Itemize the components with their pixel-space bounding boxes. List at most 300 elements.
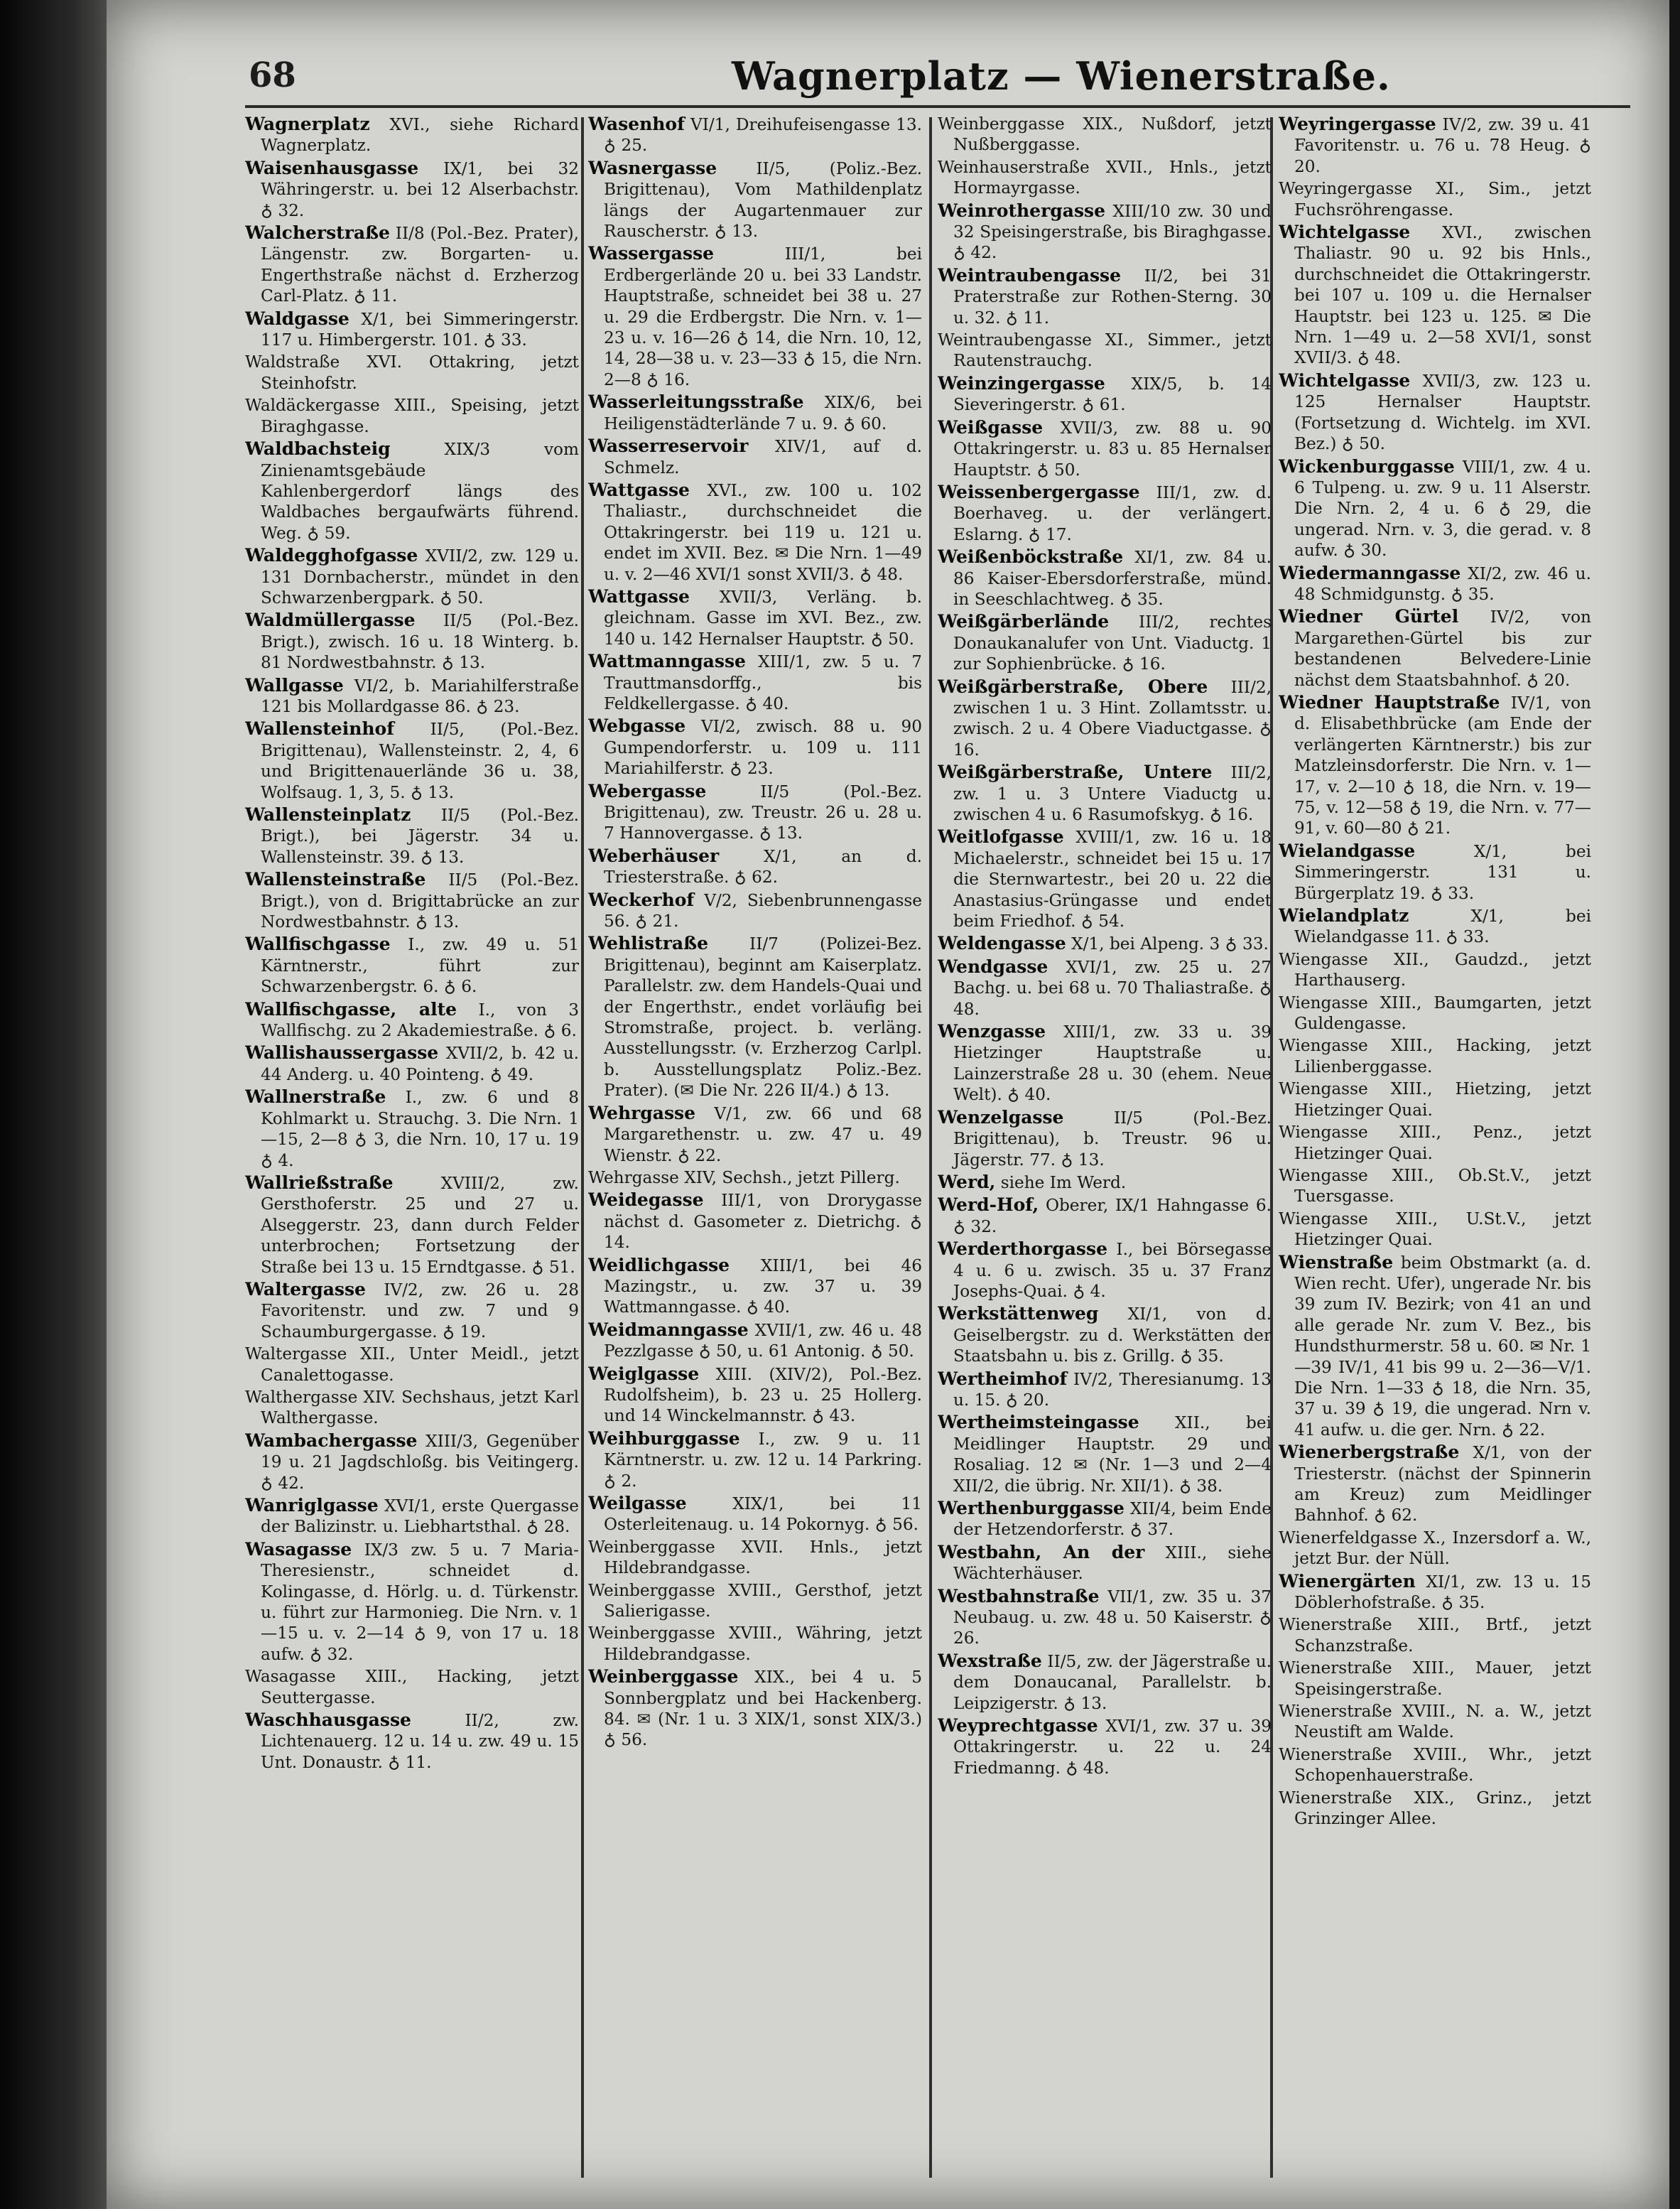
street-name: Weinrothergasse [938,200,1105,221]
entry-text: XVI., zwischen Thaliastr. 90 u. 92 bis Hnls., durchschneidet die Ottakringerstr. bei 107 u. 109 u. die Hernalser Hauptstr. bei 123 u. 125. ✉ Die Nrn. 1—49 u. 2—58 XVI/1, sonst XVII/3. ♁ 48. [1294,223,1591,368]
street-entry [1279,1165,1591,1207]
street-entry [245,438,579,544]
street-name: Waisenhausgasse [245,157,419,178]
entry-text: Wehrgasse XIV, Sechsh., jetzt Pillerg. [588,1167,900,1187]
street-entry [1279,692,1591,839]
entry-text: XIX/5, b. 14 Sieveringerstr. ♁ 61. [953,374,1272,415]
street-name: Waldegghofgasse [245,545,418,566]
entry-text: Wiengasse XIII., Penz., jetzt Hietzinger Quai. [1279,1123,1591,1163]
entry-text: Wiengasse XIII., U.St.V., jetzt Hietzinger Quai. [1279,1209,1591,1250]
street-entry [1279,1614,1591,1656]
street-name: Wenzelgasse [938,1106,1064,1128]
entry-text: XIII/3, Gegenüber 19 u. 21 Jagdschloßg. bis Veitingerg. ♁ 42. [261,1431,579,1493]
street-entry [588,651,922,714]
column-1 [245,114,579,2188]
entry-text: X/1, bei Alpeng. 3 ♁ 33. [1071,934,1269,954]
street-entry [588,391,922,434]
street-name: Weidlichgasse [588,1254,730,1275]
street-entry [245,1666,579,1708]
street-name: Wallensteinstraße [245,869,426,890]
entry-text: IV/2, zw. 39 u. 41 Favoritenstr. u. 76 u. 78 Heug. ♁ 20. [1294,115,1591,176]
entry-text: XIX/3 vom Zinienamtsgebäude Kahlenbergerdorf längs des Waldbaches bergaufwärts führend. Weg. ♁ 59. [261,440,579,543]
street-name: Weißgasse [938,416,1044,438]
street-entry [1279,1209,1591,1251]
street-entry [1279,1788,1591,1830]
entry-text: XVI/1, zw. 25 u. 27 Bachg. u. bei 68 u. 70 Thaliastraße. ♁ 48. [953,957,1272,1019]
street-name: Weilgasse [588,1493,687,1513]
street-entry [245,1387,579,1429]
street-entry [938,265,1272,328]
entry-text: II/2, bei 31 Praterstraße zur Rothen-Sterng. 30 u. 32. ♁ 11. [953,266,1272,328]
street-name: Waldmüllergasse [245,610,416,631]
entry-text: IV/2, von Margarethen-Gürtel bis zur bestandenen Belvedere-Linie nächst dem Staatsbahnhof. ♁ 20. [1294,607,1591,690]
entry-text: XI/1, zw. 84 u. 86 Kaiser-Ebersdorferstraße, münd. in Seeschlachtweg. ♁ 35. [953,548,1272,609]
entry-text: II/5 (Pol.-Bez. Brigt.), von d. Brigittabrücke an zur Nordwestbahnstr. ♁ 13. [261,870,579,932]
entry-text: II/5, zw. der Jägerstraße u. dem Donaucanal, Parallelstr. b. Leipzigerstr. ♁ 13. [953,1651,1272,1713]
street-name: Weyprechtgasse [938,1715,1098,1737]
entry-text: II/2, zw. Lichtenauerg. 12 u. 14 u. zw. 49 u. 15 Unt. Donaustr. ♁ 11. [261,1711,579,1772]
entry-text: V/1, zw. 66 und 68 Margarethenstr. u. zw. 47 u. 49 Wienstr. ♁ 22. [604,1103,922,1165]
street-entry [588,114,922,156]
street-name: Weckerhof [588,889,695,910]
street-name: Wertheimsteingasse [938,1412,1139,1433]
street-name: Wallensteinplatz [245,804,411,825]
entry-text: Wiengasse XIII., Hacking, jetzt Lilienberggasse. [1279,1036,1591,1076]
street-name: Wattgasse [588,479,690,500]
entry-text: III/2, zwischen 1 u. 3 Hint. Zollamtsstr. u. zwisch. 2 u. 4 Obere Viaductgasse. ♁ 16. [953,677,1272,760]
entry-text: XIX., bei 4 u. 5 Sonnbergplatz und bei Hackenberg. 84. ✉ (Nr. 1 u. 3 XIX/1, sonst XIX/3.) ♁ 56. [604,1668,922,1750]
street-name: Wambachergasse [245,1430,418,1451]
street-entry [1279,222,1591,369]
street-name: Wallfischgasse, alte [245,998,457,1020]
street-entry [1279,456,1591,561]
street-name: Wertheimhof [938,1368,1068,1389]
entry-text: I., von 3 Wallfischg. zu 2 Akademiestraße. ♁ 6. [261,1000,579,1041]
street-entry [245,1172,579,1278]
entry-text: XIII/1, zw. 33 u. 39 Hietzinger Hauptstraße u. Lainzerstraße 28 u. 30 (ehem. Neue Welt). ♁ 40. [953,1022,1272,1105]
entry-text: III/2, zw. 1 u. 3 Untere Viaductg u. zwischen 4 u. 6 Rasumofskyg. ♁ 16. [953,763,1272,824]
entry-text: III/1, zw. d. Boerhaveg. u. der verlängert. Eslarng. ♁ 17. [953,482,1272,544]
column-2 [588,114,922,2188]
street-name: Weissenbergergasse [938,481,1140,502]
street-entry [245,352,579,394]
street-name: Weyringergasse [1279,114,1436,134]
street-name: Werderthorgasse [938,1238,1107,1260]
street-name: Werkstättenweg [938,1303,1099,1324]
entry-text: X/1, bei Simmeringerstr. 131 u. Bürgerplatz 19. ♁ 33. [1294,841,1591,903]
entry-text: Wiengasse XII., Gaudzd., jetzt Harthauserg. [1279,949,1591,990]
street-name: Wiedermanngasse [1279,562,1461,583]
entry-text: VI/1, Dreihufeisengasse 13. ♁ 25. [604,115,922,156]
street-name: Webgasse [588,715,686,737]
street-entry [588,715,922,779]
street-name: Wehlistraße [588,933,709,954]
entry-text: X/1, an d. Triesterstraße. ♁ 62. [604,846,922,887]
entry-text: Wienerstraße XVIII., Whr., jetzt Schopenhauerstraße. [1279,1744,1591,1786]
street-name: Werthenburggasse [938,1498,1124,1518]
street-name: Waschhausgasse [245,1710,411,1731]
entry-text: siehe Im Werd. [1000,1172,1127,1192]
entry-text: VI/2, b. Mariahilferstraße 121 bis Mollardgasse 86. ♁ 23. [261,676,579,716]
street-entry [1279,1079,1591,1120]
street-entry [938,1303,1272,1366]
street-name: Wienstraße [1279,1251,1394,1273]
street-entry [938,200,1272,264]
street-entry [588,1428,922,1491]
street-entry [938,1586,1272,1649]
street-entry [245,1539,579,1665]
entry-text: XVII/2, zw. 129 u. 131 Dornbacherstr., mündet in den Schwarzenbergpark. ♁ 50. [261,546,579,607]
entry-text: XIX/6, bei Heiligenstädterlände 7 u. 9. ♁ 60. [604,393,922,433]
street-entry [938,114,1272,156]
street-entry [938,1542,1272,1584]
entry-text: I., bei Börsegasse 4 u. 6 u. zwisch. 35 u. 37 Franz Josephs-Quai. ♁ 4. [953,1240,1272,1301]
street-entry [588,1580,922,1622]
street-entry [938,1368,1272,1411]
entry-text: VII/1, zw. 35 u. 37 Neubaug. u. zw. 48 u. 50 Kaiserstr. ♁ 26. [953,1587,1272,1648]
street-entry [245,308,579,351]
entry-text: Waldstraße XVI. Ottakring, jetzt Steinhofstr. [245,352,579,393]
street-name: Wallgasse [245,674,344,696]
street-entry [1279,1252,1591,1441]
street-entry [588,158,922,242]
entry-text: VI/2, zwisch. 88 u. 90 Gumpendorferstr. u. 109 u. 111 Mariahilferstr. ♁ 23. [604,717,922,779]
street-name: Wallishaussergasse [245,1042,439,1064]
street-name: Wattmanngasse [588,651,746,672]
street-entry [245,804,579,868]
street-name: Weldengasse [938,933,1066,954]
entry-text: Weyringergasse XI., Sim., jetzt Fuchsröhrengasse. [1279,179,1591,220]
street-name: Weintraubengasse [938,264,1122,286]
street-name: Wehrgasse [588,1102,696,1123]
street-entry [938,676,1272,761]
entry-text: II/8 (Pol.-Bez. Prater), Längenstr. zw. Borgarten- u. Engerthstraße nächst d. Erzherzog Carl-Platz. ♁ 11. [261,224,579,306]
street-entry [588,1167,922,1188]
street-entry [245,1086,579,1171]
street-entry [938,933,1272,954]
street-name: Weißenböckstraße [938,546,1124,568]
street-name: Wiedner Gürtel [1279,606,1459,627]
street-entry [938,1107,1272,1170]
entry-text: IX/1, bei 32 Währingerstr. u. bei 12 Alserbachstr. ♁ 32. [261,158,579,220]
street-entry [245,869,579,932]
entry-text: Wienerstraße XVIII., N. a. W., jetzt Neustift am Walde. [1279,1702,1591,1742]
street-entry [1279,841,1591,904]
street-name: Weißgärberlände [938,611,1110,632]
entry-text: Weinberggasse XVII. Hnls., jetzt Hildebrandgasse. [588,1537,922,1578]
entry-text: II/5 (Pol.-Bez. Brigt.), bei Jägerstr. 34 u. Wallensteinstr. 39. ♁ 13. [261,806,579,867]
street-name: Werd-Hof, [938,1194,1039,1216]
street-entry [245,718,579,803]
street-name: Wenzgasse [938,1021,1046,1042]
street-name: Weihburggasse [588,1427,740,1449]
entry-text: XIII., siehe Wächterhäuser. [953,1543,1272,1584]
column-3 [938,114,1272,2188]
entry-text: X/1, bei Simmeringerstr. 117 u. Himbergerstr. 101. ♁ 33. [261,309,579,350]
street-name: Wasserleitungsstraße [588,391,804,413]
street-name: Wendgasse [938,956,1048,977]
entry-text: XI/1, von d. Geiselbergstr. zu d. Werkstätten der Staatsbahn u. bis z. Grillg. ♁ 35. [953,1305,1272,1366]
street-name: Wattgasse [588,585,690,607]
entry-text: VIII/1, zw. 4 u. 6 Tulpeng. u. zw. 9 u. 11 Alserstr. Die Nrn. 2, 4 u. 6 ♁ 29, die ungerad. Nrn. v. 3, die gerad. v. 8 aufw. ♁ 30. [1294,457,1591,561]
entry-text: II/7 (Polizei-Bez. Brigittenau), beginnt am Kaiserplatz. Parallelstr. zw. dem Handels-Quai und der Engerthstr., endet vorläufig bei Stromstraße, project. b. verläng. Ausstellungsstr. (v. Erzherzog Carlpl. b. Ausstellungsplatz Poliz.-Bez. Prater). (✉ Die Nr. 226 II/4.) ♁ 13. [604,934,922,1101]
street-entry [938,956,1272,1020]
street-entry [1279,563,1591,605]
street-entry [588,243,922,390]
street-entry [938,1715,1272,1778]
entry-text: XVIII/1, zw. 16 u. 18 Michaelerstr., schneidet bei 15 u. 17 die Sternwartestr., bei 20 u. 22 die Anastasius-Grüngasse und endet beim Friedhof. ♁ 54. [953,828,1272,931]
street-entry [588,1103,922,1166]
entry-text: II/5 (Pol.-Bez. Brigt.), zwisch. 16 u. 18 Winterg. b. 81 Nordwestbahnstr. ♁ 13. [261,611,579,673]
street-name: Weidegasse [588,1189,704,1211]
street-entry [1279,370,1591,455]
street-entry [938,1238,1272,1302]
entry-text: IV/2, zw. 26 u. 28 Favoritenstr. und zw. 7 und 9 Schaumburgergasse. ♁ 19. [261,1280,579,1341]
entry-text: XVII/3, Verläng. b. gleichnam. Gasse im XVI. Bez., zw. 140 u. 142 Hernalser Hauptstr. ♁ 50. [604,587,922,649]
street-entry [938,417,1272,480]
street-entry [588,890,922,932]
street-name: Weißgärberstraße, Untere [938,762,1213,783]
entry-text: Oberer, IX/1 Hahngasse 6. ♁ 32. [953,1196,1272,1236]
entry-text: XIII/1, bei 46 Mazingstr., u. zw. 37 u. 39 Wattmanngasse. ♁ 40. [604,1255,922,1317]
entry-text: I., zw. 49 u. 51 Kärntnerstr., führt zur Schwarzenbergstr. 6. ♁ 6. [261,935,579,997]
street-entry [938,1498,1272,1540]
street-entry [588,1666,922,1751]
street-entry [938,1021,1272,1106]
street-entry [1279,949,1591,991]
header-rule [245,105,1630,108]
street-entry [938,482,1272,545]
street-name: Waldbachsteig [245,438,391,460]
street-entry [245,1710,579,1773]
street-entry [1279,114,1591,177]
street-entry [1279,1528,1591,1570]
page-header [107,0,1669,107]
entry-text: Waltergasse XII., Unter Meidl., jetzt Canalettogasse. [245,1344,579,1385]
entry-text: III/1, bei Erdbergerlände 20 u. bei 33 Landstr. Hauptstraße, schneidet bei 38 u. 27 u. 29 die Erdbergstr. Die Nrn. v. 1—23 u. v. 16—26 ♁ 14, die Nrn. 10, 12, 14, 28—38 u. v. 23—33 ♁ 15, die Nrn. 2—8 ♁ 16. [604,244,922,389]
street-entry [588,1537,922,1579]
street-entry [588,436,922,478]
street-entry [245,999,579,1042]
entry-text: XVII/2, b. 42 u. 44 Anderg. u. 40 Pointeng. ♁ 49. [261,1044,579,1084]
street-name: Wasserreservoir [588,436,749,457]
street-name: Wallnerstraße [245,1086,386,1108]
entry-text: XVII/1, zw. 46 u. 48 Pezzlgasse ♁ 50, u. 61 Antonig. ♁ 50. [604,1320,922,1361]
street-entry [1279,1442,1591,1526]
column-divider [929,117,932,2178]
street-name: Weidmanngasse [588,1319,749,1340]
entry-text: Wienerstraße XIII., Mauer, jetzt Speisingerstraße. [1279,1658,1591,1699]
street-name: Wanriglgasse [245,1495,379,1516]
street-entry [938,373,1272,416]
street-name: Westbahnstraße [938,1585,1100,1606]
street-entry [588,1319,922,1362]
entry-text: XIII/1, zw. 5 u. 7 Trauttmansdorffg., bis Feldkellergasse. ♁ 40. [604,652,922,713]
street-name: Weberhäuser [588,845,720,866]
entry-text: XIX/1, bei 11 Osterleitenaug. u. 14 Pokornyg. ♁ 56. [604,1494,922,1535]
street-name: Werd, [938,1171,996,1192]
entry-text: II/5 (Pol.-Bez. Brigittenau), b. Treustr. 96 u. Jägerstr. 77. ♁ 13. [953,1108,1272,1170]
street-entry [588,586,922,649]
street-name: Wienerbergstraße [1279,1442,1460,1463]
street-entry [938,546,1272,610]
entry-text: XIII/10 zw. 30 und 32 Speisingerstraße, bis Biraghgasse. ♁ 42. [953,201,1272,263]
street-entry [1279,993,1591,1035]
entry-text: I., zw. 9 u. 11 Kärntnerstr. u. zw. 12 u. 14 Parkring. ♁ 2. [604,1429,922,1491]
entry-text: Wienerstraße XIX., Grinz., jetzt Grinzinger Allee. [1279,1788,1591,1829]
entry-text: Wiengasse XIII., Hietzing, jetzt Hietzinger Quai. [1279,1079,1591,1120]
street-entry [938,1412,1272,1496]
street-entry [245,158,579,221]
street-entry [1279,905,1591,948]
street-name: Wassergasse [588,243,715,264]
street-entry [1279,1658,1591,1700]
street-name: Waldgasse [245,308,349,329]
entry-text: I., zw. 6 und 8 Kohlmarkt u. Strauchg. 3. Die Nrn. 1—15, 2—8 ♁ 3, die Nrn. 10, 17 u. 19 ♁ 4. [261,1088,579,1170]
entry-text: Wienerstraße XIII., Brtf., jetzt Schanzstraße. [1279,1615,1591,1656]
street-entry [588,1493,922,1535]
street-entry [588,933,922,1101]
entry-text: XVII/3, zw. 88 u. 90 Ottakringerstr. u. 83 u. 85 Hernalser Hauptstr. ♁ 50. [953,418,1272,480]
street-entry [588,846,922,888]
entry-text: X/1, von der Triesterstr. (nächst der Spinnerin am Kreuz) zum Meidlinger Bahnhof. ♁ 62. [1294,1443,1591,1525]
street-name: Wiedner Hauptstraße [1279,691,1500,713]
street-entry [588,781,922,844]
entry-text: III/2, rechtes Donaukanalufer von Unt. Viaductg. 1 zur Sophienbrücke. ♁ 16. [953,612,1272,674]
entry-text: III/1, von Drorygasse nächst d. Gasometer z. Dietrichg. ♁ 14. [604,1191,922,1253]
street-entry [245,610,579,673]
street-entry [245,1042,579,1085]
street-name: Weiglgasse [588,1363,700,1384]
entry-text: Weintraubengasse XI., Simmer., jetzt Rautenstrauchg. [938,330,1272,371]
street-name: Wagnerplatz [245,114,370,134]
entry-text: XVI., zw. 100 u. 102 Thaliastr., durchschneidet die Ottakringerstr. bei 119 u. 121 u. endet im XVII. Bez. ✉ Die Nrn. 1—49 u. v. 2—46 XVI/1 sonst XVII/3. ♁ 48. [604,480,922,584]
street-name: Weißgärberstraße, Obere [938,676,1208,697]
street-entry [938,1172,1272,1193]
street-entry [1279,1701,1591,1743]
entry-text: XI/1, zw. 13 u. 15 Döblerhofstraße. ♁ 35. [1294,1572,1591,1613]
street-entry [245,545,579,608]
street-entry [938,826,1272,931]
street-name: Wasagasse [245,1538,352,1560]
column-divider [581,117,584,2178]
entry-text: Wiengasse XIII., Baumgarten, jetzt Guldengasse. [1279,993,1591,1034]
street-entry [1279,1035,1591,1077]
street-entry [588,480,922,585]
street-entry [1279,178,1591,220]
entry-text: Wiengasse XIII., Ob.St.V., jetzt Tuersgasse. [1279,1165,1591,1206]
street-name: Wienergärten [1279,1570,1416,1592]
street-entry [245,1430,579,1494]
entry-text: X/1, bei Wielandgasse 11. ♁ 33. [1294,907,1591,947]
street-name: Weinzingergasse [938,372,1105,394]
street-name: Wielandplatz [1279,905,1409,927]
street-entry [245,222,579,307]
entry-text: XVI., siehe Richard Wagnerplatz. [261,115,579,156]
entry-text: Weinberggasse XVIII., Währing, jetzt Hildebrandgasse. [588,1624,922,1664]
street-name: Webergasse [588,780,707,801]
entry-text: XIII. (XIV/2), Pol.-Bez. Rudolfsheim), b. 23 u. 25 Hollerg. und 14 Winckelmannstr. ♁ 43. [604,1364,922,1426]
entry-text: Wasagasse XIII., Hacking, jetzt Seuttergasse. [245,1667,579,1707]
street-entry [938,1194,1272,1237]
running-title: Wagnerplatz — Wienerstraße. [732,53,1391,99]
entry-text: II/5, (Poliz.-Bez. Brigittenau), Vom Mathildenplatz längs der Augartenmauer zur Rauscherstr. ♁ 13. [604,158,922,242]
street-entry [245,1495,579,1538]
street-entry [938,157,1272,199]
street-entry [588,1255,922,1318]
book-spine-shadow [0,0,107,2209]
street-entry [245,934,579,997]
street-entry [938,330,1272,372]
street-name: Weitlofgasse [938,826,1064,848]
street-entry [1279,1744,1591,1786]
street-name: Wasnergasse [588,157,717,178]
street-entry [938,1651,1272,1714]
entry-text: II/5, (Pol.-Bez. Brigittenau), Wallensteinstr. 2, 4, 6 und Brigittenauerlände 36 u. 38, Wolfsaug. 1, 3, 5. ♁ 13. [261,720,579,802]
entry-text: XVI/1, erste Quergasse der Balizinstr. u. Liebhartsthal. ♁ 28. [261,1496,579,1537]
street-name: Wexstraße [938,1650,1042,1671]
column-4 [1279,114,1591,2188]
street-name: Westbahn, An der [938,1541,1145,1562]
entry-text: XVII/3, zw. 123 u. 125 Hernalser Hauptstr. (Fortsetzung d. Wichtelg. im XVI. Bez.) ♁ 50. [1294,371,1591,454]
entry-text: XVIII/2, zw. Gersthoferstr. 25 und 27 u. Alseggerstr. 23, dann durch Felder unterbrochen; Fortsetzung der Straße bei 13 u. 15 Erndtgasse. ♁ 51. [261,1173,579,1277]
entry-text: XIV/1, auf d. Schmelz. [604,437,922,477]
street-name: Wielandgasse [1279,840,1416,861]
street-name: Wichtelgasse [1279,222,1411,243]
entry-text: Wienerfeldgasse X., Inzersdorf a. W., jetzt Bur. der Nüll. [1279,1528,1591,1569]
street-entry [938,611,1272,674]
entry-text: Walthergasse XIV. Sechshaus, jetzt Karl Walthergasse. [245,1387,579,1428]
street-name: Wasenhof [588,114,685,134]
entry-text: XII/4, beim Ende der Hetzendorferstr. ♁ 37. [953,1499,1272,1540]
entry-text: V/2, Siebenbrunnengasse 56. ♁ 21. [604,890,922,931]
entry-text: beim Obstmarkt (a. d. Wien recht. Ufer), ungerade Nr. bis 39 zum IV. Bezirk; von 41 an und alle gerade Nr. zum V. Bez., bis Hundsthurmerstr. 58 u. 60. ✉ Nr. 1—39 IV/1, 41 bis 99 u. 2—36—V/1. Die Nrn. 1—33 ♁ 18, die Nrn. 35, 37 u. 39 ♁ 19, die ungerad. Nrn v. 41 aufw. u. die ger. Nrn. ♁ 22. [1294,1253,1591,1440]
street-name: Wallensteinhof [245,718,394,740]
street-entry [245,395,579,437]
street-name: Wichtelgasse [1279,369,1411,391]
street-entry [245,1344,579,1386]
street-entry [588,1189,922,1253]
entry-text: II/5 (Pol.-Bez. Brigittenau), zw. Treustr. 26 u. 28 u. 7 Hannovergasse. ♁ 13. [604,782,922,843]
street-entry [588,1363,922,1427]
street-entry [1279,1571,1591,1614]
page-number: 68 [249,55,296,95]
entry-text: Weinberggasse XIX., Nußdorf, jetzt Nußberggasse. [938,114,1272,155]
street-name: Weinberggasse [588,1666,739,1687]
street-name: Wickenburggasse [1279,455,1455,477]
street-entry [1279,606,1591,691]
entry-text: XVI/1, zw. 37 u. 39 Ottakringerstr. u. 22 u. 24 Friedmanng. ♁ 48. [953,1717,1272,1778]
entry-text: IX/3 zw. 5 u. 7 Maria-Theresienstr., schneidet d. Kolingasse, d. Hörlg. u. d. Türkenstr. u. führt zur Harmonieg. Die Nrn. v. 1—15 u. v. 2—14 ♁ 9, von 17 u. 18 aufw. ♁ 32. [261,1540,579,1664]
street-entry [245,1279,579,1342]
street-entry [938,762,1272,825]
entry-text: IV/1, von d. Elisabethbrücke (am Ende der verlängerten Kärntnerstr.) bis zur Matzleinsdorferstr. Die Nrn. v. 1—17, v. 2—10 ♁ 18, die Nrn. v. 19—75, v. 12—58 ♁ 19, die Nrn. v. 77—91, v. 60—80 ♁ 21. [1294,693,1591,838]
street-name: Waltergasse [245,1278,366,1300]
street-entry [245,675,579,718]
entry-text: Waldäckergasse XIII., Speising, jetzt Biraghgasse. [245,396,579,436]
entry-text: XII., bei Meidlinger Hauptstr. 29 und Rosaliag. 12 ✉ (Nr. 1—3 und 2—4 XII/2, die übrig. Nr. XII/1). ♁ 38. [953,1413,1272,1496]
street-name: Walcherstraße [245,222,390,244]
street-entry [245,114,579,156]
entry-text: Weinberggasse XVIII., Gersthof, jetzt Salierigasse. [588,1580,922,1621]
street-entry [1279,1122,1591,1164]
entry-text: Weinhauserstraße XVII., Hnls., jetzt Hormayrgasse. [938,157,1272,198]
street-name: Wallfischgasse [245,934,391,955]
entry-text: IV/2, Theresianumg. 13 u. 15. ♁ 20. [953,1369,1272,1410]
street-name: Wallrießstraße [245,1172,394,1193]
street-entry [588,1623,922,1665]
entry-text: XI/2, zw. 46 u. 48 Schmidgunstg. ♁ 35. [1294,563,1591,604]
